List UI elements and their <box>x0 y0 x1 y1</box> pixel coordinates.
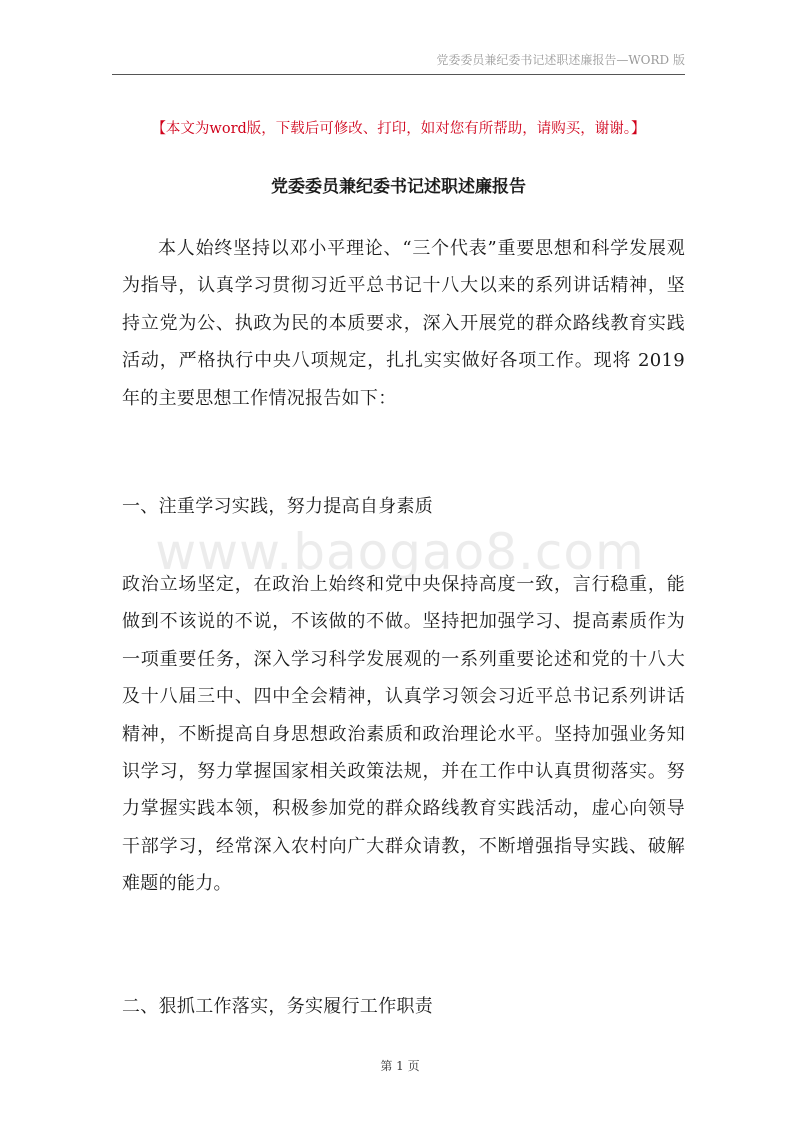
header-divider <box>112 74 685 75</box>
document-title: 党委委员兼纪委书记述职述廉报告 <box>271 177 526 197</box>
intro-paragraph: 本人始终坚持以邓小平理论、“三个代表”重要思想和科学发展观为指导，认真学习贯彻习近平总书记十八大以来的系列讲话精神，坚持立党为公、执政为民的本质要求，深入开展党的群众路线教育实践活动，严格执行中央八项规定，扎扎实实做好各项工作。现将 2019 年的主要思想工作情况报告如下： <box>122 238 685 409</box>
page-header: 党委委员兼纪委书记述职述廉报告—WORD 版 <box>436 53 685 67</box>
section-1-paragraph: 政治立场坚定，在政治上始终和党中央保持高度一致，言行稳重，能做到不该说的不说，不该做的不做。坚持把加强学习、提高素质作为一项重要任务，深入学习科学发展观的一系列重要论述和党的十八大及十八届三中、四中全会精神，认真学习领会习近平总书记系列讲话精神，不断提高自身思想政治素质和政治理论水平。坚持加强业务知识学习，努力掌握国家相关政策法规，并在工作中认真贯彻落实。努力掌握实践本领，积极参加党的群众路线教育实践活动，虚心向领导干部学习，经常深入农村向广大群众请教，不断增强指导实践、破解难题的能力。 <box>122 574 685 895</box>
page-number: 第 1 页 <box>380 1059 420 1073</box>
section-heading-1: 一、注重学习实践，努力提高自身素质 <box>122 496 434 517</box>
section-heading-2: 二、狠抓工作落实，务实履行工作职责 <box>122 996 434 1017</box>
purchase-notice: 【本文为word版，下载后可修改、打印，如对您有所帮助，请购买，谢谢。】 <box>151 121 646 137</box>
watermark: www.baogao8.com <box>155 523 645 581</box>
